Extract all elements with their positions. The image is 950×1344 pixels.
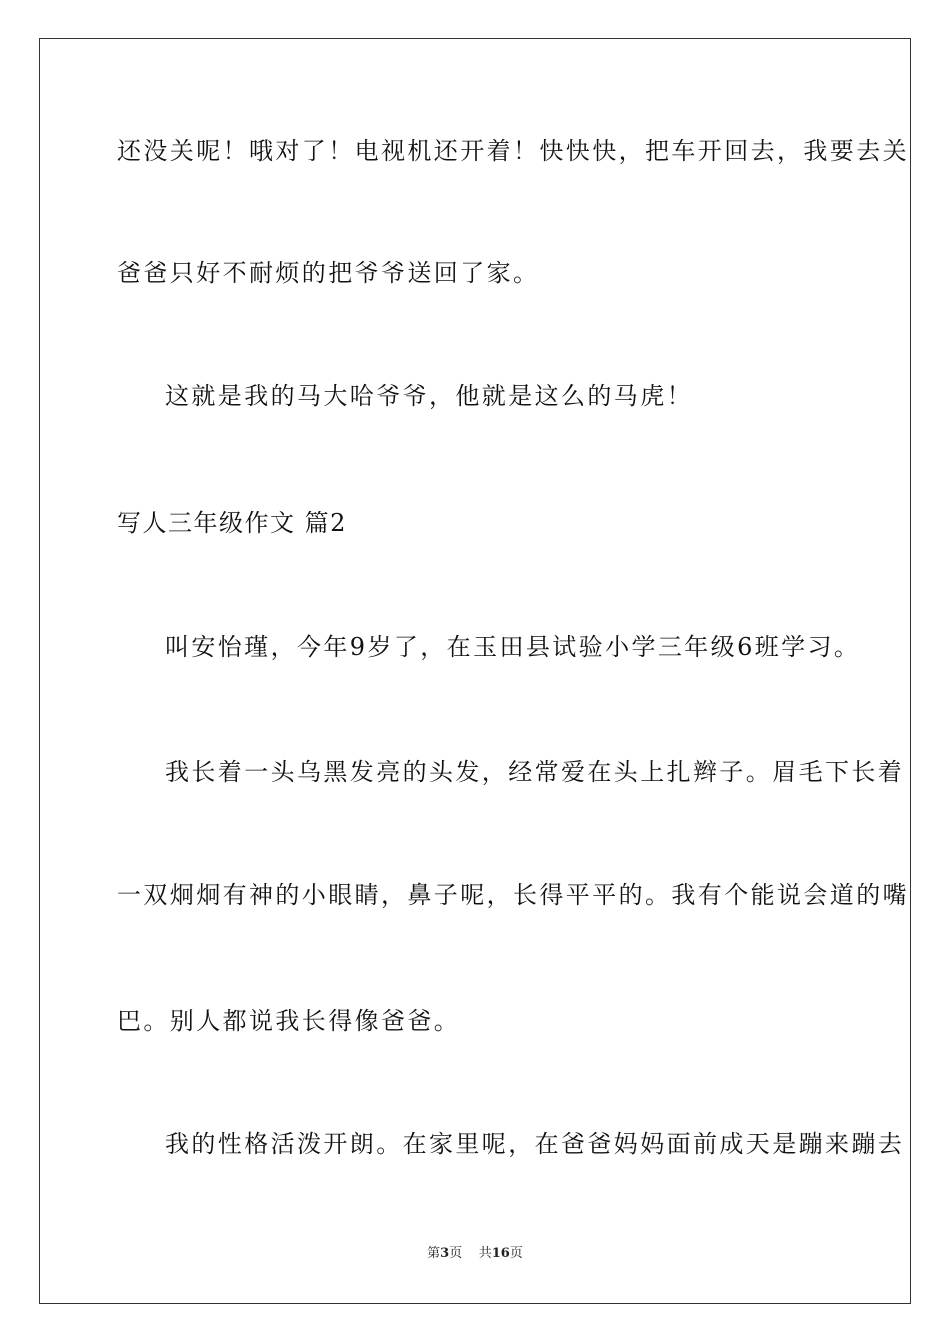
body-line: 还没关呢！哦对了！电视机还开着！快快快，把车开回去，我要去关	[117, 137, 909, 165]
paragraph-line: 我的性格活泼开朗。在家里呢，在爸爸妈妈面前成天是蹦来蹦去	[165, 1130, 905, 1158]
section-heading: 写人三年级作文 篇2	[117, 509, 347, 537]
page-border	[39, 38, 911, 1304]
body-line: 一双炯炯有神的小眼睛，鼻子呢，长得平平的。我有个能说会道的嘴	[117, 881, 909, 909]
page-suffix: 页	[449, 1246, 463, 1261]
page-footer	[0, 1245, 950, 1263]
total-suffix: 页	[509, 1246, 523, 1261]
paragraph-line: 这就是我的马大哈爷爷，他就是这么的马虎！	[165, 382, 693, 410]
page-number: 3	[440, 1246, 450, 1261]
paragraph-line: 我长着一头乌黑发亮的头发，经常爱在头上扎辫子。眉毛下长着	[165, 758, 905, 786]
paragraph-line: 叫安怡瑾，今年9岁了，在玉田县试验小学三年级6班学习。	[165, 633, 861, 661]
total-pages: 16	[491, 1246, 510, 1261]
total-prefix: 共	[478, 1246, 492, 1261]
body-line: 巴。别人都说我长得像爸爸。	[117, 1007, 461, 1035]
body-line: 爸爸只好不耐烦的把爷爷送回了家。	[117, 259, 540, 287]
page-prefix: 第	[427, 1246, 441, 1261]
